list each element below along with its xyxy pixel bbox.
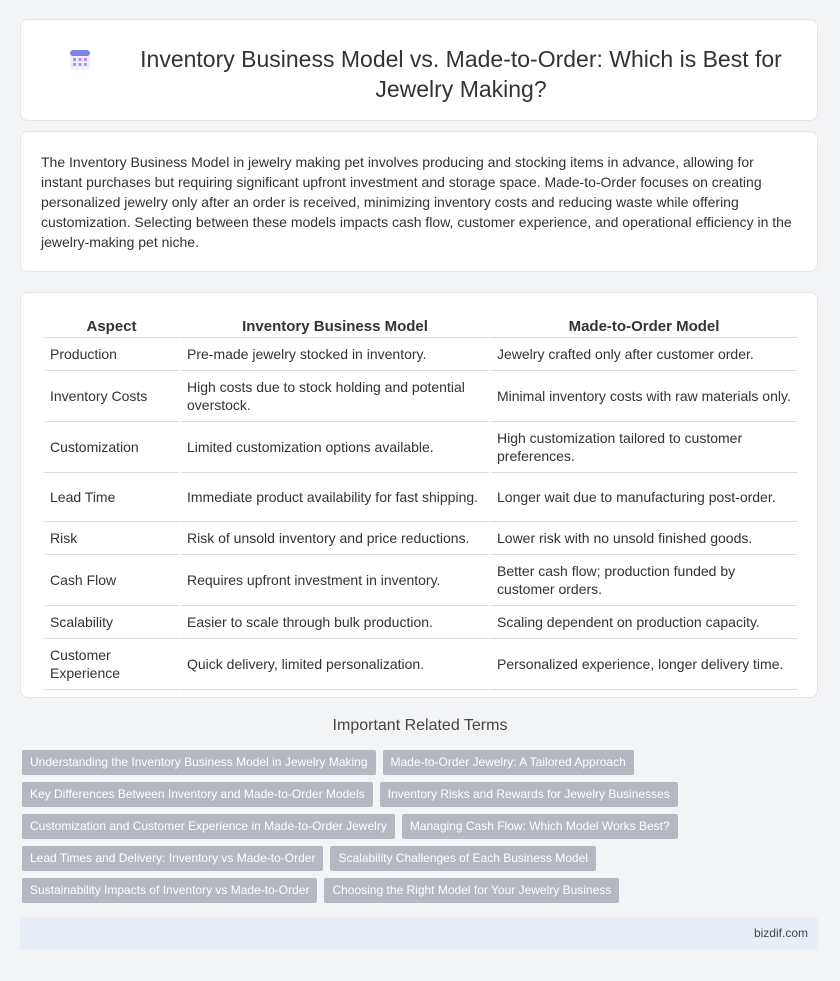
comparison-table bbox=[42, 313, 799, 690]
comparison-card bbox=[20, 292, 818, 698]
table-row bbox=[44, 555, 797, 606]
table-row bbox=[44, 338, 797, 371]
cell-inventory: Easier to scale through bulk production. bbox=[181, 606, 489, 639]
related-term-tag[interactable]: Made-to-Order Jewelry: A Tailored Approach bbox=[383, 750, 634, 775]
related-term-tag[interactable]: Key Differences Between Inventory and Made-to-Order Models bbox=[22, 782, 373, 807]
table-row bbox=[44, 371, 797, 422]
footer-bar bbox=[20, 917, 818, 950]
cell-aspect: Inventory Costs bbox=[44, 371, 179, 422]
footer-site-link[interactable]: bizdif.com bbox=[753, 926, 808, 940]
cell-made-to-order: Personalized experience, longer delivery time. bbox=[491, 639, 797, 690]
table-row bbox=[44, 522, 797, 555]
cell-inventory: Pre-made jewelry stocked in inventory. bbox=[181, 338, 489, 371]
related-term-tag[interactable]: Scalability Challenges of Each Business Model bbox=[330, 846, 595, 871]
cell-made-to-order: Longer wait due to manufacturing post-order. bbox=[491, 473, 797, 522]
cell-made-to-order: Lower risk with no unsold finished goods. bbox=[491, 522, 797, 555]
related-term-tag[interactable]: Sustainability Impacts of Inventory vs Made-to-Order bbox=[22, 878, 317, 903]
related-term-tag[interactable]: Customization and Customer Experience in Made-to-Order Jewelry bbox=[22, 814, 395, 839]
cell-made-to-order: Better cash flow; production funded by customer orders. bbox=[491, 555, 797, 606]
cell-made-to-order: Minimal inventory costs with raw materials only. bbox=[491, 371, 797, 422]
tag-row bbox=[22, 782, 682, 807]
title-card bbox=[20, 19, 818, 121]
cell-made-to-order: Scaling dependent on production capacity. bbox=[491, 606, 797, 639]
cell-inventory: Immediate product availability for fast shipping. bbox=[181, 473, 489, 522]
tag-row bbox=[22, 814, 682, 839]
cell-aspect: Risk bbox=[44, 522, 179, 555]
related-terms-list bbox=[22, 750, 682, 910]
cell-inventory: Risk of unsold inventory and price reductions. bbox=[181, 522, 489, 555]
cell-aspect: Lead Time bbox=[44, 473, 179, 522]
related-term-tag[interactable]: Understanding the Inventory Business Model in Jewelry Making bbox=[22, 750, 376, 775]
related-term-tag[interactable]: Lead Times and Delivery: Inventory vs Made-to-Order bbox=[22, 846, 323, 871]
header-inventory: Inventory Business Model bbox=[181, 313, 489, 338]
cell-inventory: Limited customization options available. bbox=[181, 422, 489, 473]
related-term-tag[interactable]: Choosing the Right Model for Your Jewelry Business bbox=[324, 878, 619, 903]
table-header-row bbox=[44, 313, 797, 338]
table-row bbox=[44, 422, 797, 473]
cell-inventory: Quick delivery, limited personalization. bbox=[181, 639, 489, 690]
cell-aspect: Scalability bbox=[44, 606, 179, 639]
cell-made-to-order: High customization tailored to customer preferences. bbox=[491, 422, 797, 473]
intro-card bbox=[20, 131, 818, 272]
related-term-tag[interactable]: Inventory Risks and Rewards for Jewelry Businesses bbox=[380, 782, 678, 807]
header-aspect: Aspect bbox=[44, 313, 179, 338]
tag-row bbox=[22, 878, 682, 903]
related-terms-heading: Important Related Terms bbox=[332, 717, 508, 734]
header-made-to-order: Made-to-Order Model bbox=[491, 313, 797, 338]
cell-aspect: Cash Flow bbox=[44, 555, 179, 606]
related-term-tag[interactable]: Managing Cash Flow: Which Model Works Best? bbox=[402, 814, 678, 839]
cell-aspect: Customer Experience bbox=[44, 639, 179, 690]
cell-inventory: Requires upfront investment in inventory. bbox=[181, 555, 489, 606]
tag-row bbox=[22, 846, 682, 871]
page-title: Inventory Business Model vs. Made-to-Order: Which is Best for Jewelry Making? bbox=[140, 46, 782, 102]
cell-inventory: High costs due to stock holding and potential overstock. bbox=[181, 371, 489, 422]
table-row bbox=[44, 639, 797, 690]
cell-aspect: Production bbox=[44, 338, 179, 371]
table-row bbox=[44, 606, 797, 639]
table-row bbox=[44, 473, 797, 522]
tag-row bbox=[22, 750, 682, 775]
cell-made-to-order: Jewelry crafted only after customer order. bbox=[491, 338, 797, 371]
cell-aspect: Customization bbox=[44, 422, 179, 473]
intro-paragraph: The Inventory Business Model in jewelry making pet involves producing and stocking items in advance, allowing for instant purchases but requiring significant upfront investment and storage space. Made-to-Order focuses on creating personalized jewelry only after an order is received, minimizing inventory costs and reducing waste while offering customization. Selecting between these models impacts cash flow, customer experience, and operational efficiency in the jewelry-making pet niche. bbox=[41, 154, 792, 250]
